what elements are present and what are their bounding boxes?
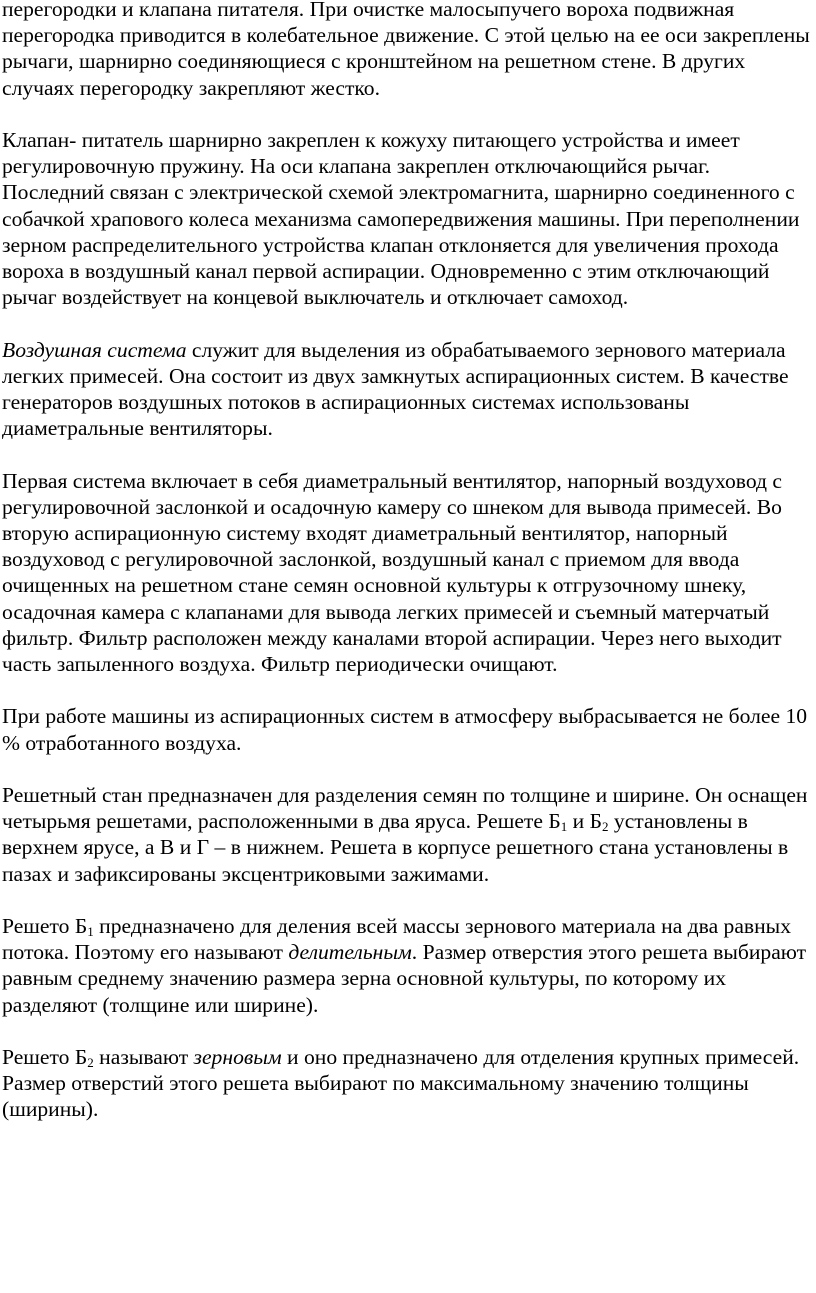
paragraph-grain-sieve [2,1044,812,1123]
paragraph-dividing-sieve [2,913,812,1018]
paragraph-air-system [2,337,812,442]
air-system-term: Воздушная система [2,337,187,362]
paragraph-sieve-frame [2,782,812,887]
dividing-sieve-text-3: . Размер отверстия этого решета выбирают равным среднему значению размера зерна основной культуры, по которому их разделяют (толщине или ширине). [2,940,807,1017]
paragraph-aspiration-systems: Первая система включает в себя диаметральный вентилятор, напорный воздуховод с регулировочной заслонкой и осадочную камеру со шнеком для вывода примесей. Во вторую аспирационную систему входят диаметральный вентилятор, напорный воздуховод с регулировочной заслонкой, воздушный канал с приемом для ввода очищенных на решетном стане семян основной культуры к отгрузочному шнеку, осадочная камера с клапанами для вывода легких примесей и съемный матерчатый фильтр. Фильтр расположен между каналами второй аспирации. Через него выходит часть запыленного воздуха. Фильтр периодически очищают. [2,468,782,677]
sieve-frame-text-1: Решетный стан предназначен для разделения семян по толщине и ширине. Он оснащен четырьмя решетами, расположенными в два яруса. Решете Б [2,783,808,834]
paragraph-air-emission: При работе машины из аспирационных систем в атмосферу выбрасывается не более 10 % отработанного воздуха. [2,704,808,755]
dividing-sieve-text-2: предназначено для деления всей массы зернового материала на два равных потока. Поэтому его называют [2,914,791,965]
grain-term: зерновым [193,1045,282,1070]
subscript: 1 [87,924,94,940]
subscript: 1 [560,819,568,835]
dividing-term: делительным [288,940,412,965]
grain-sieve-text-2: называют [93,1045,194,1070]
subscript: 2 [87,1055,94,1071]
sieve-frame-text-2: и Б [567,809,603,834]
paragraph-feeder-valve: Клапан- питатель шарнирно закреплен к кожуху питающего устройства и имеет регулировочную пружину. На оси клапана закреплен отключающийся рычаг. Последний связан с электрической схемой электромагнита, шарнирно соединенного с собачкой храпового колеса механизма самопередвижения машины. При переполнении зерном распределительного устройства клапан отклоняется для увеличения прохода вороха в воздушный канал первой аспирации. Одновременно с этим отключающий рычаг воздействует на концевой выключатель и отключает самоход. [2,128,800,310]
paragraph-partition-valve: перегородки и клапана питателя. При очистке малосыпучего вороха подвижная перегородка приводится в колебательное движение. С этой целью на ее оси закреплены рычаги, шарнирно соединяющиеся с кронштейном на решетном стене. В других случаях перегородку закрепляют жестко. [2,0,810,100]
subscript: 2 [602,819,609,835]
air-system-text: служит для выделения из обрабатываемого зернового материала легких примесей. Она состоит из двух замкнутых аспирационных систем. В качестве генераторов воздушных потоков в аспирационных системах использованы диаметральные вентиляторы. [2,337,789,441]
sieve-frame-text-3: установлены в верхнем ярусе, а В и Г – в нижнем. Решета в корпусе решетного стана установлены в пазах и зафиксированы эксцентриковыми зажимами. [2,809,789,886]
grain-sieve-text-1: Решето Б [2,1045,88,1070]
dividing-sieve-text-1: Решето Б [2,914,88,939]
grain-sieve-text-3: и оно предназначено для отделения крупных примесей. Размер отверстий этого решета выбирают по максимальному значению толщины (ширины). [2,1045,800,1122]
